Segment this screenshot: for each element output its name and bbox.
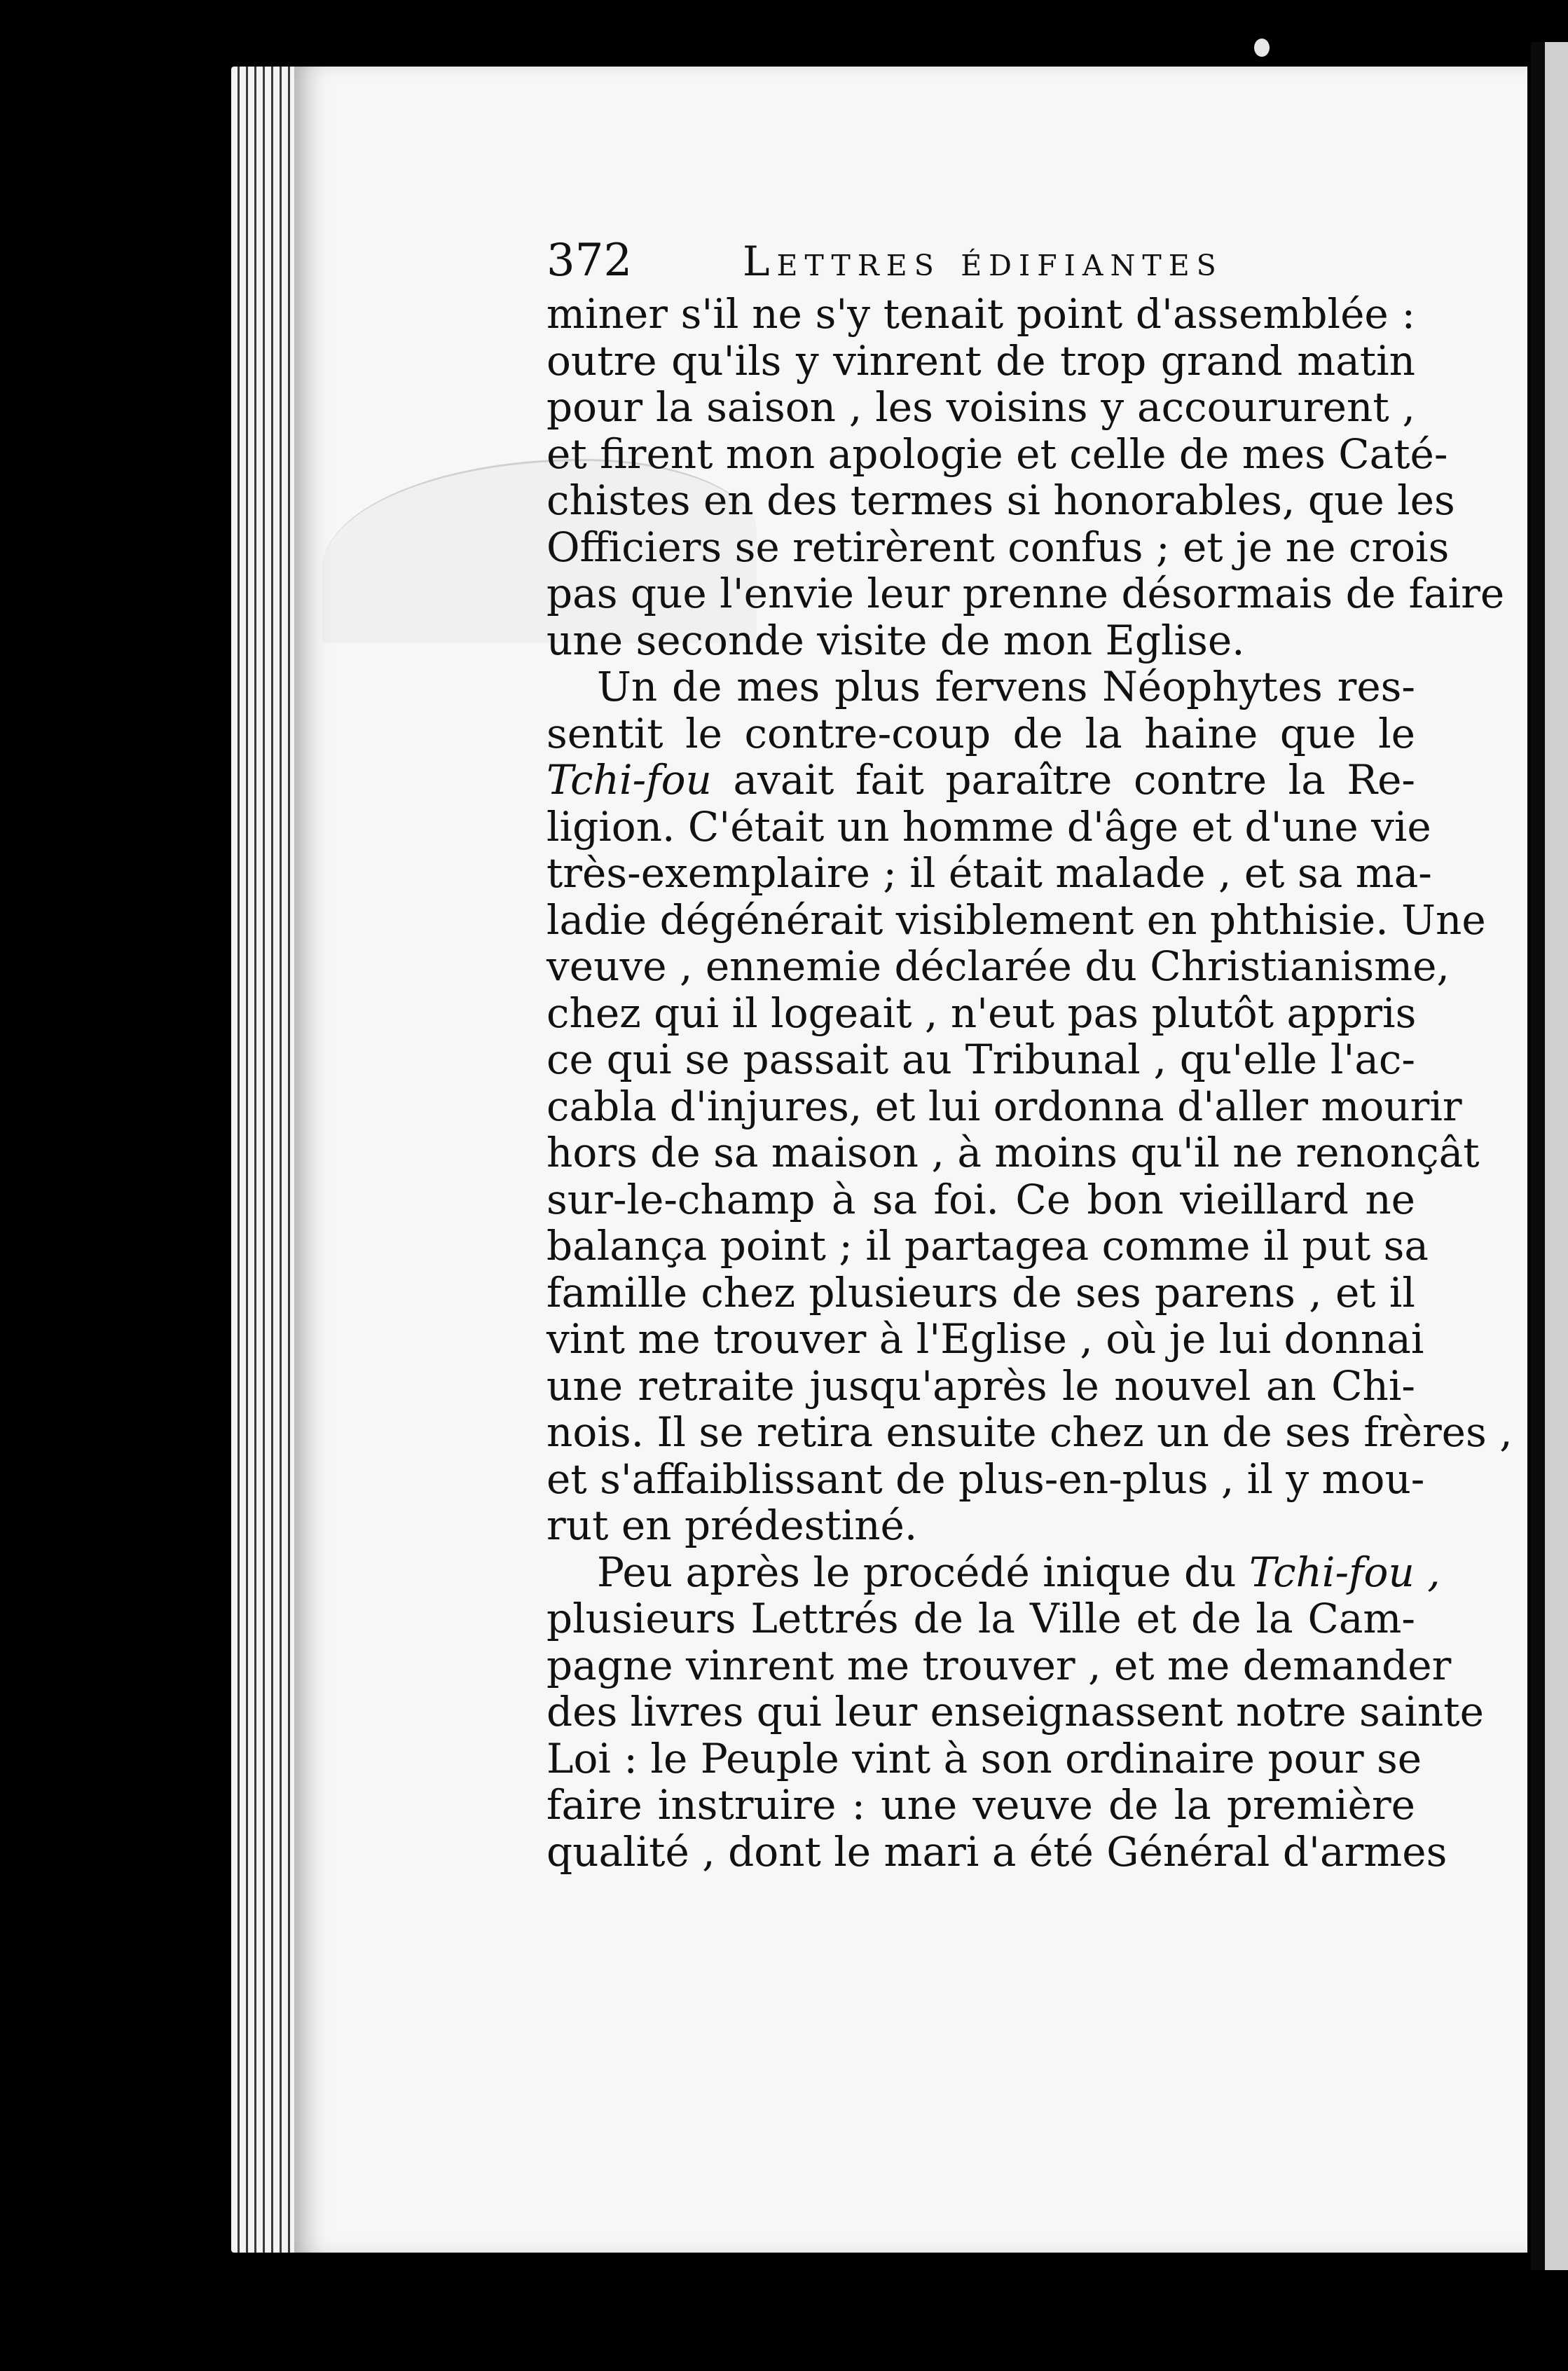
text-line: Un de mes plus fervens Néophytes res- <box>597 663 1415 710</box>
text-line: sentit le contre-coup de la haine que le <box>546 709 1415 757</box>
text-line: pas que l'envie leur prenne désormais de faire <box>546 570 1505 617</box>
text-line: très-exemplaire ; il était malade , et sa ma- <box>546 849 1432 897</box>
text-line: ce qui se passait au Tribunal , qu'elle l'ac- <box>546 1036 1415 1083</box>
text-line: faire instruire : une veuve de la première <box>546 1781 1415 1829</box>
text-fragment: avait fait paraître contre la Re- <box>733 756 1415 804</box>
text-line: une seconde visite de mon Eglise. <box>546 616 1245 664</box>
text-line: nois. Il se retira ensuite chez un de ses frères , <box>546 1408 1513 1456</box>
gutter-shadow <box>1531 42 1545 2270</box>
text-line: vint me trouver à l'Eglise , où je lui donnai <box>546 1315 1424 1363</box>
text-line: outre qu'ils y vinrent de trop grand matin <box>546 336 1415 385</box>
text-line: rut en prédestiné. <box>546 1501 918 1549</box>
text-line: cabla d'injures, et lui ordonna d'aller mourir <box>546 1082 1462 1130</box>
text-fragment: Peu après le procédé inique du <box>597 1548 1237 1596</box>
text-line: chistes en des termes si honorables, que les <box>546 476 1455 524</box>
text-line: sur-le-champ à sa foi. Ce bon vieillard ne <box>546 1175 1415 1223</box>
text-line: des livres qui leur enseignassent notre sainte <box>546 1688 1484 1736</box>
text-line: pour la saison , les voisins y accoururent , <box>546 383 1415 431</box>
body-text <box>546 290 1513 1876</box>
text-line-with-italic <box>546 1548 1440 1596</box>
running-head <box>546 235 1415 291</box>
text-line: veuve , ennemie déclarée du Christianisme, <box>546 942 1450 990</box>
page-number: 372 <box>546 235 633 287</box>
text-line: ladie dégénérait visiblement en phthisie. Une <box>546 895 1486 944</box>
running-title: Lettres édifiantes <box>743 238 1223 285</box>
text-line: et s'affaiblissant de plus-en-plus , il y mou- <box>546 1455 1425 1503</box>
text-line: chez qui il logeait , n'eut pas plutôt appris <box>546 989 1417 1037</box>
text-line: ligion. C'était un homme d'âge et d'une vie <box>546 802 1431 851</box>
italic-name: Tchi-fou <box>546 756 712 804</box>
text-line: pagne vinrent me trouver , et me demander <box>546 1641 1452 1689</box>
facing-page-edge <box>1545 42 1568 2270</box>
italic-name: Tchi-fou , <box>1249 1548 1440 1596</box>
text-line-with-italic <box>546 757 1415 804</box>
text-block <box>546 235 1513 1876</box>
text-line: Loi : le Peuple vint à son ordinaire pour se <box>546 1734 1422 1782</box>
text-line: famille chez plusieurs de ses parens , et il <box>546 1268 1415 1317</box>
text-line: et firent mon apologie et celle de mes Caté- <box>546 429 1448 478</box>
film-speck <box>1254 39 1270 57</box>
text-line: une retraite jusqu'après le nouvel an Chi- <box>546 1361 1415 1410</box>
text-line: miner s'il ne s'y tenait point d'assemblée : <box>546 290 1415 338</box>
text-line: balança point ; il partagea comme il put sa <box>546 1222 1429 1270</box>
text-line: hors de sa maison , à moins qu'il ne renonçât <box>546 1129 1480 1176</box>
text-line: plusieurs Lettrés de la Ville et de la Cam- <box>546 1595 1415 1642</box>
text-line: Officiers se retirèrent confus ; et je ne crois <box>546 523 1450 571</box>
text-line: qualité , dont le mari a été Général d'armes <box>546 1827 1447 1876</box>
